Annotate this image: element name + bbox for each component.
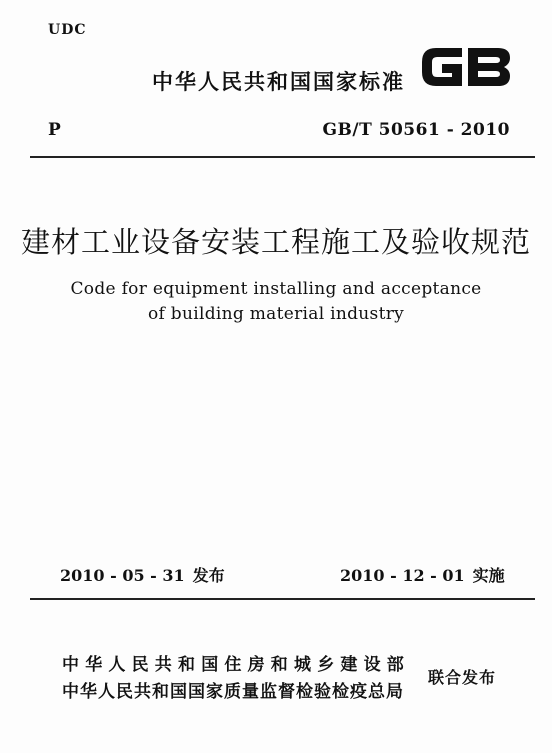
bottom-divider — [30, 598, 535, 600]
udc-label: UDC — [48, 22, 87, 38]
national-standard-heading: 中华人民共和国国家标准 — [152, 70, 405, 94]
top-divider — [30, 156, 535, 158]
chinese-title: 建材工业设备安装工程施工及验收规范 — [20, 225, 531, 259]
english-title-line-1: Code for equipment installing and acceptance — [70, 279, 482, 299]
effective-date: 2010 - 12 - 01 — [340, 566, 465, 585]
english-title — [0, 277, 552, 327]
issue-label: 发布 — [192, 566, 225, 585]
joint-issue-label: 联合发布 — [428, 668, 497, 687]
english-title-line-2: of building material industry — [147, 304, 405, 324]
effective-date-row — [340, 563, 505, 586]
standard-number: GB/T 50561 - 2010 — [322, 120, 510, 140]
issue-date-row — [60, 563, 225, 586]
issuer-ministry: 中华人民共和国住房和城乡建设部 — [62, 655, 410, 675]
gb-logo — [416, 42, 514, 92]
issuer-aqsiq: 中华人民共和国国家质量监督检验检疫总局 — [62, 682, 404, 702]
issuers-block — [62, 652, 410, 706]
issue-date: 2010 - 05 - 31 — [60, 566, 185, 585]
category-code: P — [48, 120, 61, 140]
effective-label: 实施 — [472, 566, 505, 585]
